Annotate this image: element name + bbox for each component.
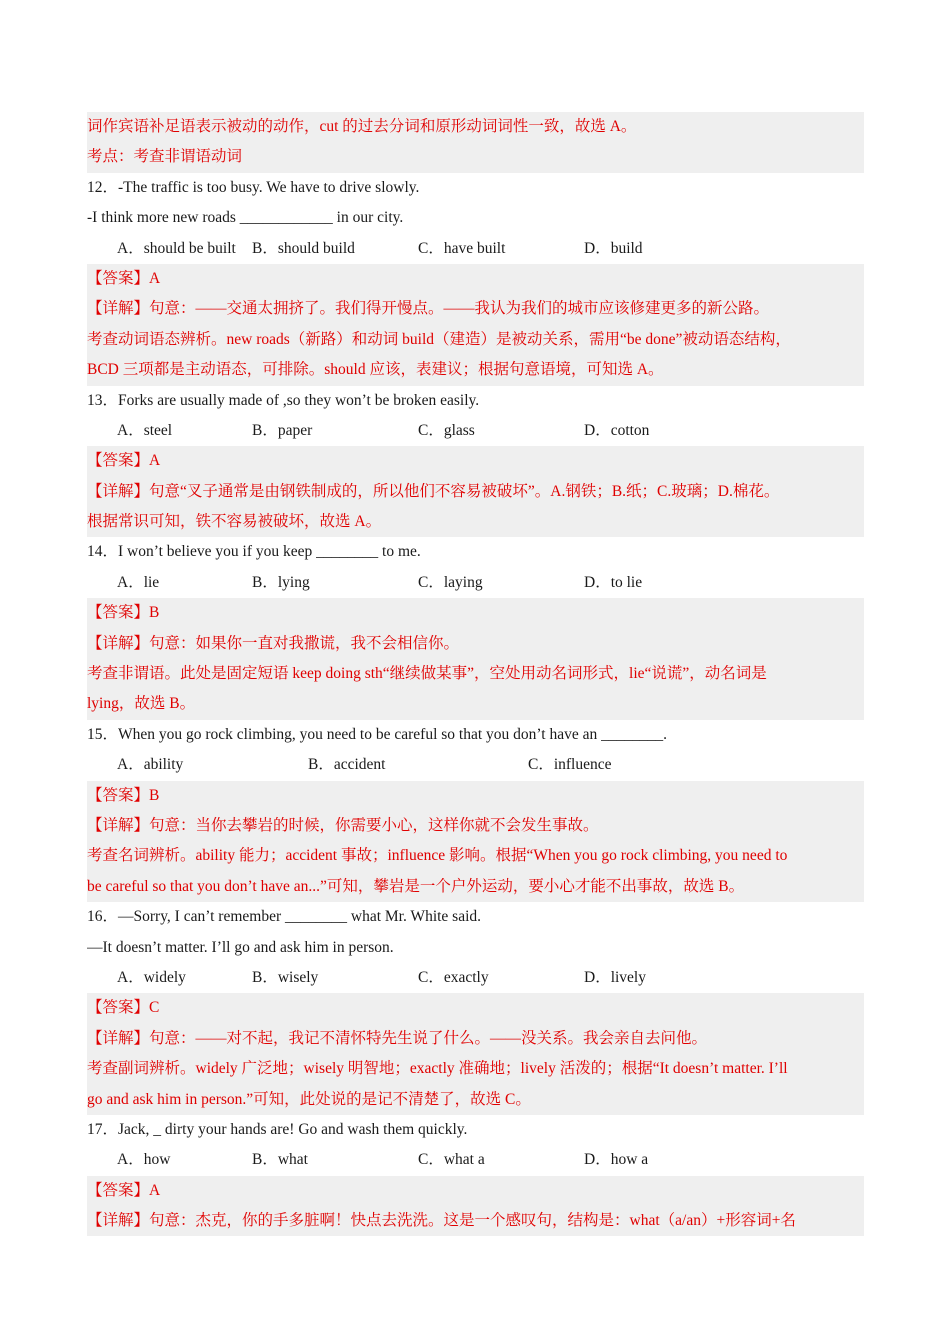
question-line: 16．—Sorry, I can’t remember ________ what Mr. White said. [87, 908, 482, 926]
option-a: A．should be built [117, 239, 236, 257]
answer-line: 【答案】B [87, 604, 160, 622]
answer-line: 考查非谓语。此处是固定短语 keep doing sth“继续做某事”，空处用动名词形式，lie“说谎”，动名词是 [87, 665, 767, 683]
question-line: 14．I won’t believe you if you keep ________ to me. [87, 543, 421, 561]
answer-line: BCD 三项都是主动语态，可排除。should 应该，表建议；根据句意语境，可知选 A。 [87, 361, 664, 379]
answer-line: go and ask him in person.”可知，此处说的是记不清楚了，故选 C。 [87, 1090, 531, 1108]
answer-line: lying，故选 B。 [87, 695, 196, 713]
answer-line: 【答案】A [87, 452, 161, 470]
answer-line: 【答案】A [87, 1181, 161, 1199]
option-d: D．how a [584, 1151, 649, 1169]
option-a: A．lie [117, 573, 160, 591]
option-c: C．influence [528, 756, 612, 774]
option-b: B．wisely [252, 968, 319, 986]
option-c: C．laying [418, 573, 483, 591]
answer-line: 考查副词辨析。widely 广泛地；wisely 明智地；exactly 准确地；lively 活泼的；根据“It doesn’t matter. I’ll [87, 1060, 788, 1078]
option-d: D．to lie [584, 573, 643, 591]
answer-line: 考查动词语态辨析。new roads（新路）和动词 build（建造）是被动关系，需用“be done”被动语态结构， [87, 330, 791, 348]
answer-line: 根据常识可知，铁不容易被破坏，故选 A。 [87, 513, 382, 531]
question-block [87, 173, 864, 264]
option-d: D．build [584, 239, 643, 257]
answer-explanation-block [87, 264, 864, 386]
answer-explanation-block [87, 781, 864, 903]
option-b: B．what [252, 1151, 308, 1169]
answer-explanation-block [87, 446, 864, 537]
option-d: D．lively [584, 968, 646, 986]
options-row [87, 568, 864, 598]
question-block [87, 902, 864, 993]
option-a: A．widely [117, 968, 186, 986]
answer-line: 【答案】A [87, 269, 161, 287]
option-a: A．steel [117, 421, 173, 439]
options-row [87, 963, 864, 993]
question-line: 17．Jack, _ dirty your hands are! Go and wash them quickly. [87, 1120, 468, 1138]
option-c: C．exactly [418, 968, 489, 986]
option-b: B．paper [252, 421, 313, 439]
option-c: C．glass [418, 421, 475, 439]
options-row [87, 750, 864, 780]
question-line: 12．-The traffic is too busy. We have to drive slowly. [87, 178, 420, 196]
question-line: —It doesn’t matter. I’ll go and ask him in person. [87, 938, 394, 956]
answer-explanation-block [87, 112, 864, 173]
option-b: B．lying [252, 573, 310, 591]
answer-line: 考查名词辨析。ability 能力；accident 事故；influence 影响。根据“When you go rock climbing, you need to [87, 847, 788, 865]
question-block [87, 537, 864, 598]
answer-line: 【详解】句意：如果你一直对我撒谎，我不会相信你。 [87, 634, 460, 652]
answer-line: 词作宾语补足语表示被动的动作，cut 的过去分词和原形动词词性一致，故选 A。 [87, 118, 637, 135]
question-block [87, 386, 864, 447]
answer-line: 【详解】句意“叉子通常是由钢铁制成的，所以他们不容易被破坏”。A.钢铁；B.纸；C.玻璃；D.棉花。 [87, 482, 780, 500]
question-block [87, 1115, 864, 1176]
option-c: C．have built [418, 239, 506, 257]
answer-explanation-block [87, 598, 864, 720]
answer-line: 【详解】句意：——交通太拥挤了。我们得开慢点。——我认为我们的城市应该修建更多的新公路。 [87, 300, 770, 318]
option-a: A．ability [117, 756, 184, 774]
options-row [87, 416, 864, 446]
option-d: D．cotton [584, 421, 650, 439]
answer-line: 【详解】句意：当你去攀岩的时候，你需要小心，这样你就不会发生事故。 [87, 816, 599, 834]
option-a: A．how [117, 1151, 171, 1169]
options-row [87, 234, 864, 264]
question-line: 13．Forks are usually made of ,so they won’t be broken easily. [87, 391, 480, 409]
answer-explanation-block [87, 1176, 864, 1237]
answer-line: be careful so that you don’t have an...”可知，攀岩是一个户外运动，要小心才能不出事故，故选 B。 [87, 877, 745, 895]
document-page [87, 112, 864, 1236]
answer-line: 【详解】句意：——对不起，我记不清怀特先生说了什么。——没关系。我会亲自去问他。 [87, 1029, 708, 1047]
option-b: B．accident [308, 756, 386, 774]
option-b: B．should build [252, 239, 355, 257]
answer-explanation-block [87, 993, 864, 1115]
answer-line: 【答案】C [87, 999, 160, 1017]
answer-line: 考点：考查非谓语动词 [87, 148, 243, 166]
question-block [87, 720, 864, 781]
option-c: C．what a [418, 1151, 485, 1169]
options-row [87, 1145, 864, 1175]
question-line: -I think more new roads ____________ in our city. [87, 209, 404, 227]
question-line: 15．When you go rock climbing, you need to be careful so that you don’t have an ________. [87, 725, 667, 743]
answer-line: 【答案】B [87, 786, 160, 804]
answer-line: 【详解】句意：杰克，你的手多脏啊！快点去洗洗。这是一个感叹句，结构是：what（a/an）+形容词+名 [87, 1212, 796, 1230]
